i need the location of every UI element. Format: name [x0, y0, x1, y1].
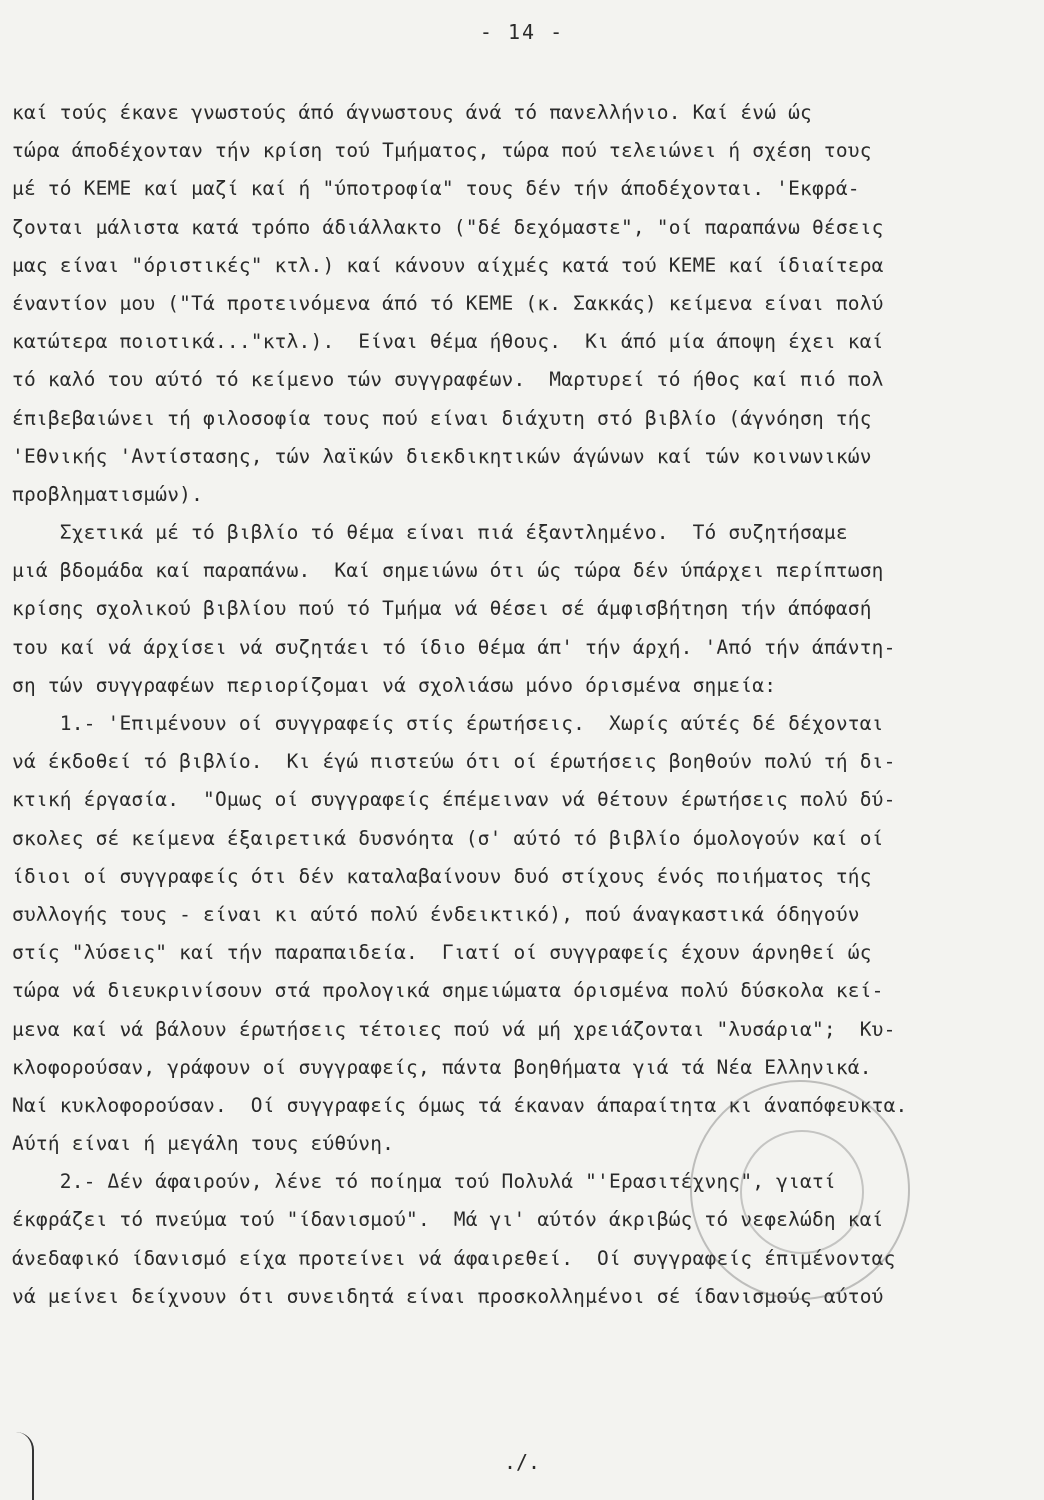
- text-line: 'Εθνικής 'Αντίστασης, τών λαϊκών διεκδικητικών άγώνων καί τών κοινωνικών: [12, 444, 872, 468]
- text-line: Αύτή είναι ή μεγάλη τους εύθύνη.: [12, 1132, 395, 1156]
- text-line: νά μείνει δείχνουν ότι συνειδητά είναι προσκολλημένοι σέ ίδανισμούς αύτού: [12, 1284, 884, 1308]
- text-line: ζονται μάλιστα κατά τρόπο άδιάλλακτο ("δέ δεχόμαστε", "οί παραπάνω θέσεις: [12, 215, 884, 239]
- text-line: έναντίον μου ("Τά προτεινόμενα άπό τό ΚΕΜΕ (κ. Σακκάς) κείμενα είναι πολύ: [12, 291, 884, 315]
- page-number: - 14 -: [479, 20, 565, 44]
- text-line: μιά βδομάδα καί παραπάνω. Καί σημειώνω ότι ώς τώρα δέν ύπάρχει περίπτωση: [12, 559, 884, 583]
- text-line: Σχετικά μέ τό βιβλίο τό θέμα είναι πιά έξαντλημένο. Τό συζητήσαμε: [12, 521, 848, 545]
- margin-bracket-mark: [0, 1432, 34, 1500]
- text-line: τό καλό του αύτό τό κείμενο τών συγγραφέων. Μαρτυρεί τό ήθος καί πιό πολ: [12, 368, 884, 392]
- text-line: μενα καί νά βάλουν έρωτήσεις τέτοιες πού νά μή χρειάζονται "λυσάρια"; Κυ-: [12, 1017, 896, 1041]
- text-line: κατώτερα ποιοτικά..."κτλ.). Είναι θέμα ήθους. Κι άπό μία άποψη έχει καί: [12, 330, 884, 354]
- text-line: μας είναι "όριστικές" κτλ.) καί κάνουν αίχμές κατά τού ΚΕΜΕ καί ίδιαίτερα: [12, 253, 884, 277]
- text-line: κτική έργασία. "Ομως οί συγγραφείς έπέμειναν νά θέτουν έρωτήσεις πολύ δύ-: [12, 788, 896, 812]
- text-line: Ναί κυκλοφορούσαν. Οί συγγραφείς όμως τά έκαναν άπαραίτητα κι άναπόφευκτα.: [12, 1093, 908, 1117]
- text-line: τώρα άποδέχονταν τήν κρίση τού Τμήματος, τώρα πού τελειώνει ή σχέση τους: [12, 139, 872, 163]
- text-line: κρίσης σχολικού βιβλίου πού τό Τμήμα νά θέσει σέ άμφισβήτηση τήν άπόφασή: [12, 597, 872, 621]
- text-line: συλλογής τους - είναι κι αύτό πολύ ένδεικτικό), πού άναγκαστικά όδηγούν: [12, 902, 860, 926]
- text-line: του καί νά άρχίσει νά συζητάει τό ίδιο θέμα άπ' τήν άρχή. 'Από τήν άπάντη-: [12, 635, 896, 659]
- text-line: κλοφορούσαν, γράφουν οί συγγραφείς, πάντα βοηθήματα γιά τά Νέα Ελληνικά.: [12, 1055, 872, 1079]
- text-line: 1.- 'Επιμένουν οί συγγραφείς στίς έρωτήσεις. Χωρίς αύτές δέ δέχονται: [12, 712, 884, 735]
- text-line: άνεδαφικό ίδανισμό είχα προτείνει νά άφαιρεθεί. Οί συγγραφείς έπιμένοντας: [12, 1246, 896, 1270]
- official-stamp: [690, 1080, 910, 1300]
- text-line: έκφράζει τό πνεύμα τού "ίδανισμού". Μά γι' αύτόν άκριβώς τό νεφελώδη καί: [12, 1208, 884, 1232]
- text-line: έπιβεβαιώνει τή φιλοσοφία τους πού είναι διάχυτη στό βιβλίο (άγνόηση τής: [12, 406, 872, 430]
- text-line: σκολες σέ κείμενα έξαιρετικά δυσνόητα (σ' αύτό τό βιβλίο όμολογούν καί οί: [12, 826, 884, 850]
- text-line: νά έκδοθεί τό βιβλίο. Κι έγώ πιστεύω ότι οί έρωτήσεις βοηθούν πολύ τή δι-: [12, 750, 896, 774]
- text-line: στίς "λύσεις" καί τήν παραπαιδεία. Γιατί οί συγγραφείς έχουν άρνηθεί ώς: [12, 941, 872, 965]
- text-line: ίδιοι οί συγγραφείς ότι δέν καταλαβαίνουν δυό στίχους ένός ποιήματος τής: [12, 864, 872, 888]
- text-line: μέ τό ΚΕΜΕ καί μαζί καί ή "ύποτροφία" τους δέν τήν άποδέχονται. 'Εκφρά-: [12, 177, 860, 201]
- text-line: τώρα νά διευκρινίσουν στά προλογικά σημειώματα όρισμένα πολύ δύσκολα κεί-: [12, 979, 884, 1003]
- text-line: 2.- Δέν άφαιρούν, λένε τό ποίημα τού Πολυλά "'Ερασιτέχνης", γιατί: [12, 1170, 836, 1194]
- text-line: ση τών συγγραφέων περιορίζομαι νά σχολιάσω μόνο όρισμένα σημεία:: [12, 673, 777, 697]
- continuation-mark: ./.: [503, 1450, 541, 1474]
- text-line: καί τούς έκανε γνωστούς άπό άγνωστους άνά τό πανελλήνιο. Καί ένώ ώς: [12, 101, 812, 124]
- text-line: προβληματισμών).: [12, 482, 204, 506]
